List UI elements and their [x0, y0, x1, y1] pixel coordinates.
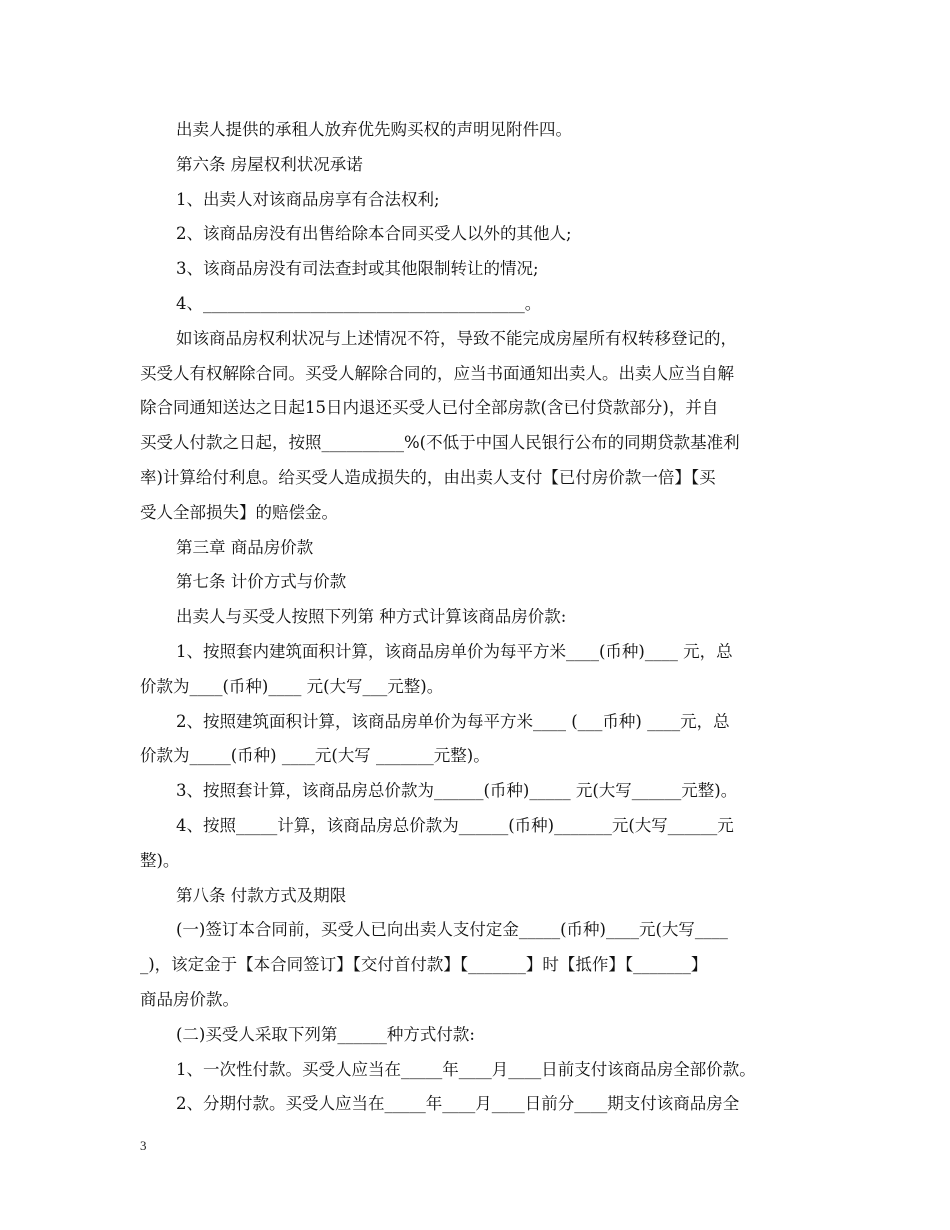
page-number: 3	[140, 1138, 147, 1153]
contract-line: (一)签订本合同前，买受人已向出卖人支付定金_____(币种)____元(大写____	[176, 920, 728, 940]
contract-line: 1、出卖人对该商品房享有合法权利;	[176, 189, 440, 209]
contract-line: 整)。	[140, 850, 180, 870]
contract-line: 买受人有权解除合同。买受人解除合同的，应当书面通知出卖人。出卖人应当自解	[140, 363, 734, 383]
contract-line: 价款为____(币种)____ 元(大写___元整)。	[140, 676, 444, 696]
contract-body	[140, 113, 812, 1122]
contract-line: 除合同通知送达之日起15日内退还买受人已付全部房款(含已付贷款部分)，并自	[140, 398, 719, 418]
contract-line: 2、按照建筑面积计算，该商品房单价为每平方米____ (___币种) ____元，总	[176, 711, 730, 731]
contract-line: 率)计算给付利息。给买受人造成损失的，由出卖人支付【已付房价款一倍】【买	[140, 467, 716, 487]
contract-line: 4、_______________________________________。	[176, 293, 542, 313]
contract-line: 出卖人与买受人按照下列第 种方式计算该商品房价款:	[176, 607, 567, 627]
contract-line: 如该商品房权利状况与上述情况不符，导致不能完成房屋所有权转移登记的，	[176, 328, 737, 348]
chapter-heading: 第三章 商品房价款	[176, 537, 314, 557]
contract-line: 4、按照_____计算，该商品房总价款为______(币种)_______元(大写______元	[176, 815, 734, 835]
contract-line: 2、分期付款。买受人应当在_____年____月____日前分____期支付该商品房全	[176, 1094, 740, 1114]
contract-line: (二)买受人采取下列第______种方式付款:	[176, 1024, 475, 1044]
article-heading: 第八条 付款方式及期限	[176, 885, 347, 905]
contract-line: 买受人付款之日起，按照__________%(不低于中国人民银行公布的同期贷款基准利	[140, 433, 740, 453]
contract-line: _)，该定金于【本合同签订】【交付首付款】【_______】时【抵作】【_______】	[140, 955, 708, 975]
contract-line: 价款为_____(币种) ____元(大写 _______元整)。	[140, 746, 490, 766]
contract-line: 1、一次性付款。买受人应当在_____年____月____日前支付该商品房全部价款。	[176, 1059, 756, 1079]
contract-line: 3、按照套计算，该商品房总价款为______(币种)_____ 元(大写______元整)。	[176, 781, 738, 801]
contract-line: 3、该商品房没有司法查封或其他限制转让的情况;	[176, 259, 539, 279]
article-heading: 第七条 计价方式与价款	[176, 572, 347, 592]
contract-line: 受人全部损失】的赔偿金。	[140, 502, 338, 522]
contract-line: 1、按照套内建筑面积计算，该商品房单价为每平方米____(币种)____ 元，总	[176, 641, 733, 661]
contract-line: 出卖人提供的承租人放弃优先购买权的声明见附件四。	[176, 120, 572, 139]
article-heading: 第六条 房屋权利状况承诺	[176, 154, 363, 174]
contract-line: 商品房价款。	[140, 989, 239, 1009]
contract-line: 2、该商品房没有出售给除本合同买受人以外的其他人;	[176, 224, 572, 244]
